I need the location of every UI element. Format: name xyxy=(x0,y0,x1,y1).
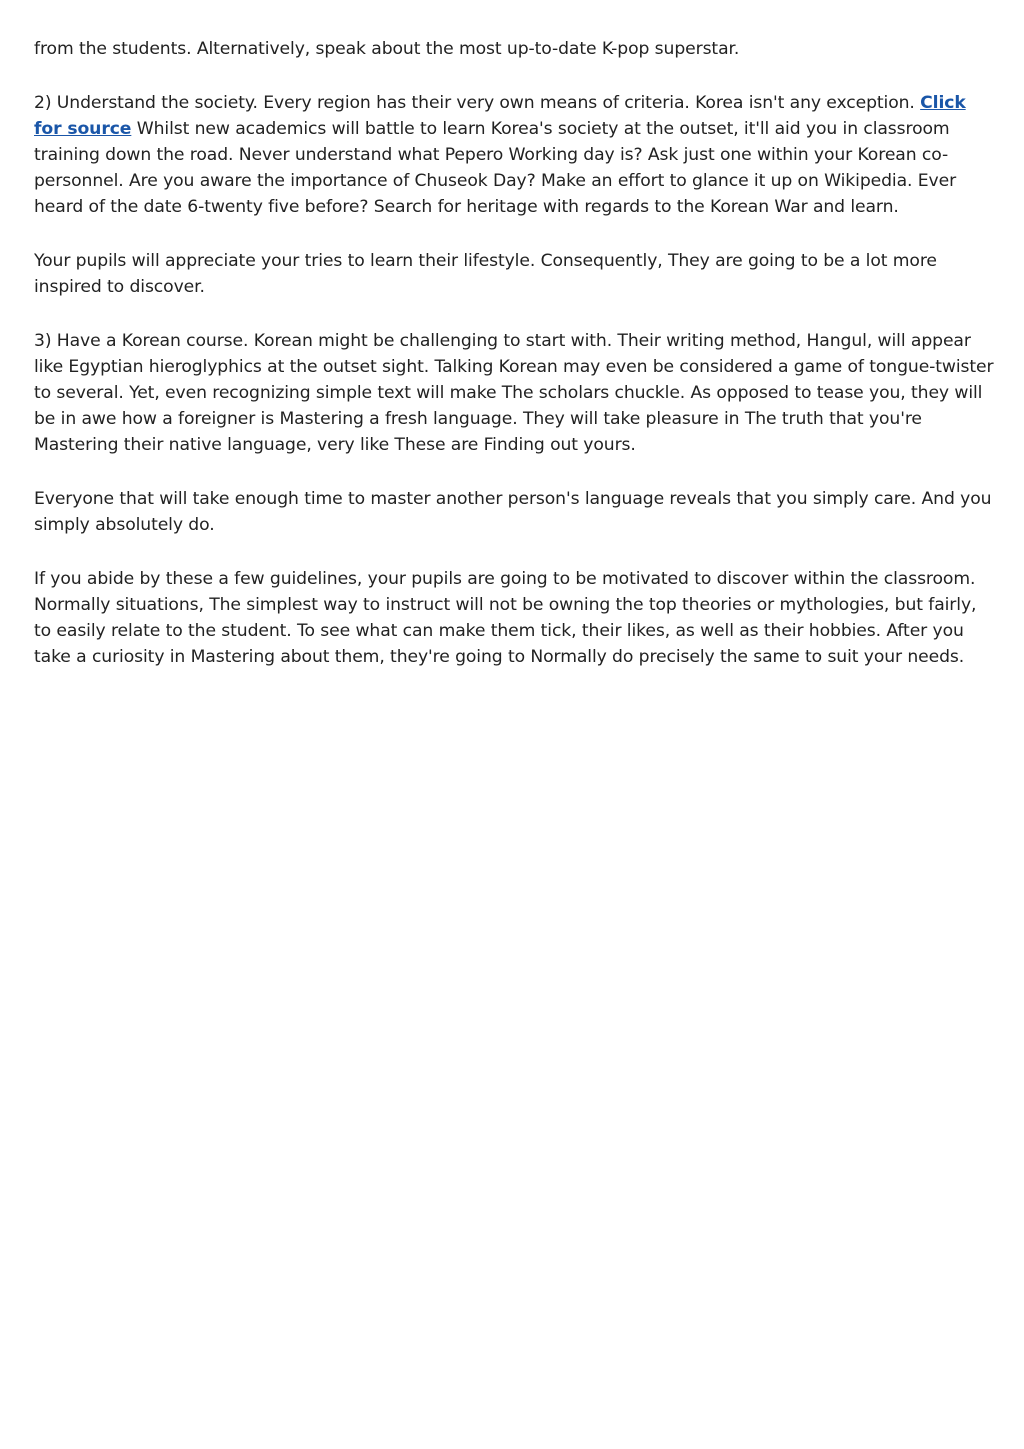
paragraph-understand-society xyxy=(34,90,994,220)
paragraph-guidelines: If you abide by these a few guidelines, your pupils are going to be motivated to discover within the classroom. Normally situations, The simplest way to instruct will not be owning the top theories or mythologies, but fairly, to easily relate to the student. To see what can make them tick, their likes, as well as their hobbies. After you take a curiosity in Mastering about them, they're going to Normally do precisely the same to suit your needs. xyxy=(34,569,977,667)
paragraph-korean-course: 3) Have a Korean course. Korean might be challenging to start with. Their writing method, Hangul, will appear like Egyptian hieroglyphics at the outset sight. Talking Korean may even be considered a game of tongue-twister to several. Yet, even recognizing simple text will make The scholars chuckle. As opposed to tease you, they will be in awe how a foreigner is Mastering a fresh language. They will take pleasure in The truth that you're Mastering their native language, very like These are Finding out yours. xyxy=(34,331,994,455)
paragraph-text-after-link: Whilst new academics will battle to learn Korea's society at the outset, it'll aid you in classroom training down the road. Never understand what Pepero Working day is? Ask just one within your Korean co-personnel. Are you aware the importance of Chuseok Day? Make an effort to glance it up on Wikipedia. Ever heard of the date 6-twenty five before? Search for heritage with regards to the Korean War and learn. xyxy=(34,119,957,217)
paragraph-language-care: Everyone that will take enough time to master another person's language reveals that you simply care. And you simply absolutely do. xyxy=(34,489,992,535)
paragraph-text-before-link: 2) Understand the society. Every region has their very own means of criteria. Korea isn't any exception. xyxy=(34,93,921,113)
document-body xyxy=(34,36,994,698)
paragraph-intro: from the students. Alternatively, speak about the most up-to-date K-pop superstar. xyxy=(34,39,740,59)
paragraph-pupils-appreciate: Your pupils will appreciate your tries to learn their lifestyle. Consequently, They are going to be a lot more inspired to discover. xyxy=(34,251,937,297)
click-for-source-link[interactable]: Click for source xyxy=(34,93,966,139)
